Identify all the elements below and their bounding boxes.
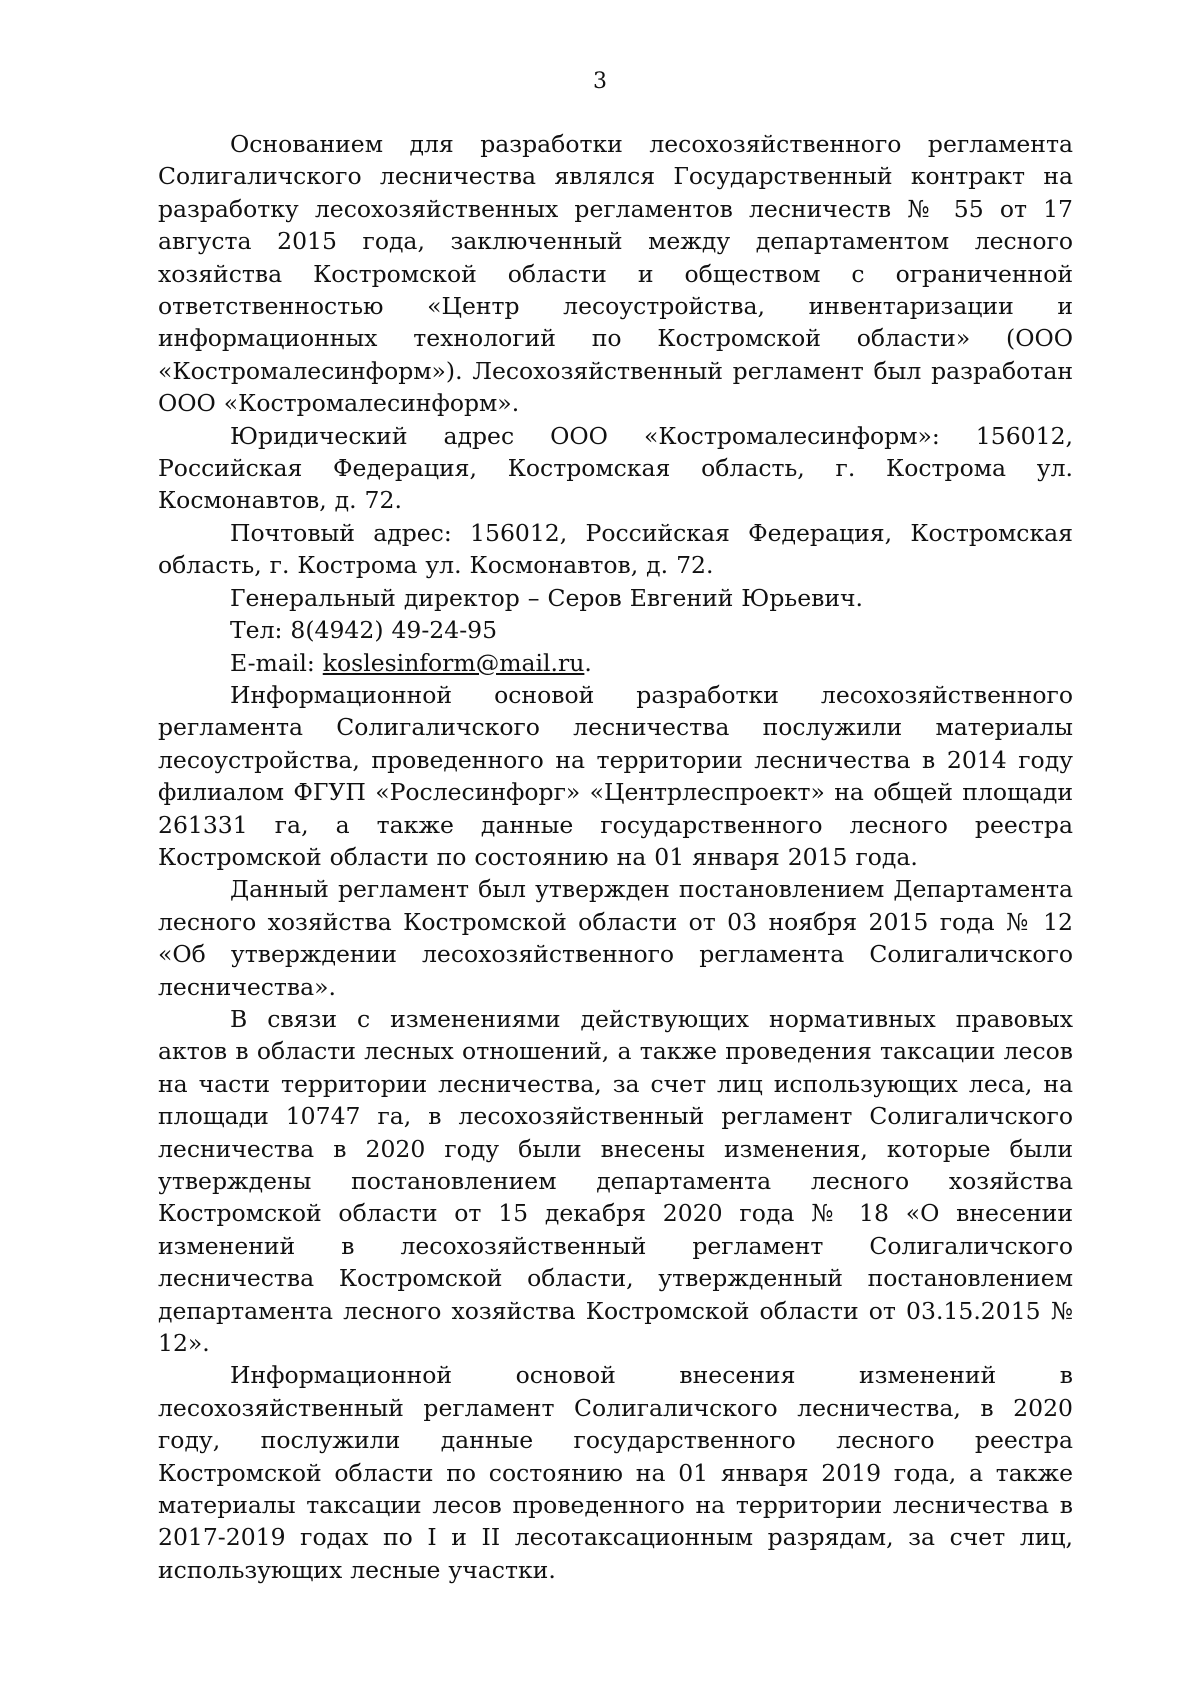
document-body [158, 128, 1073, 1586]
paragraph-information-basis: Информационной основой разработки лесохозяйственного регламента Солигаличского лесничества послужили материалы лесоустройства, проведенного на территории лесничества в 2014 году филиалом ФГУП «Рослесинфорг» «Центрлеспроект» на общей площади 261331 га, а также данные государственного лесного реестра Костромской области по состоянию на 01 января 2015 года. [158, 680, 1073, 871]
paragraph-amendments-basis: Информационной основой внесения изменений в лесохозяйственный регламент Солигаличского лесничества, в 2020 году, послужили данные государственного лесного реестра Костромской области по состоянию на 01 января 2019 года, а также материалы таксации лесов проведенного на территории лесничества в 2017-2019 годах по I и II лесотаксационным разрядам, за счет лиц, использующих лесные участки. [158, 1361, 1073, 1584]
paragraph-director: Генеральный директор – Серов Евгений Юрьевич. [230, 583, 863, 612]
paragraph-postal-address: Почтовый адрес: 156012, Российская Федерация, Костромская область, г. Кострома ул. Космонавтов, д. 72. [158, 518, 1073, 580]
email-label: E-mail: [230, 648, 323, 677]
paragraph-approval: Данный регламент был утвержден постановлением Департамента лесного хозяйства Костромской области от 03 ноября 2015 года № 12 «Об утверждении лесохозяйственного регламента Солигаличского лесничества». [158, 875, 1073, 1001]
paragraph-phone: Тел: 8(4942) 49-24-95 [230, 616, 498, 645]
page-number: 3 [593, 69, 607, 94]
paragraph-amendments: В связи с изменениями действующих нормативных правовых актов в области лесных отношений, а также проведения таксации лесов на части территории лесничества, за счет лиц использующих леса, на площади 10747 га, в лесохозяйственный регламент Солигаличского лесничества в 2020 году были внесены изменения, которые были утверждены постановлением департамента лесного хозяйства Костромской области от 15 декабря 2020 года № 18 «О внесении изменений в лесохозяйственный регламент Солигаличского лесничества Костромской области, утвержденный постановлением департамента лесного хозяйства Костромской области от 03.15.2015 № 12». [158, 1004, 1073, 1358]
email-link[interactable]: koslesinform@mail.ru [322, 648, 585, 677]
paragraph-legal-address: Юридический адрес ООО «Костромалесинформ»: 156012, Российская Федерация, Костромская область, г. Кострома ул. Космонавтов, д. 72. [158, 421, 1073, 515]
paragraph-basis: Основанием для разработки лесохозяйственного регламента Солигаличского лесничества являлся Государственный контракт на разработку лесохозяйственных регламентов лесничеств № 55 от 17 августа 2015 года, заключенный между департаментом лесного хозяйства Костромской области и обществом с ограниченной ответственностью «Центр лесоустройства, инвентаризации и информационных технологий по Костромской области» (ООО «Костромалесинформ»). Лесохозяйственный регламент был разработан ООО «Костромалесинформ». [158, 130, 1073, 418]
paragraph-email [158, 647, 1073, 679]
email-suffix: . [584, 648, 592, 677]
